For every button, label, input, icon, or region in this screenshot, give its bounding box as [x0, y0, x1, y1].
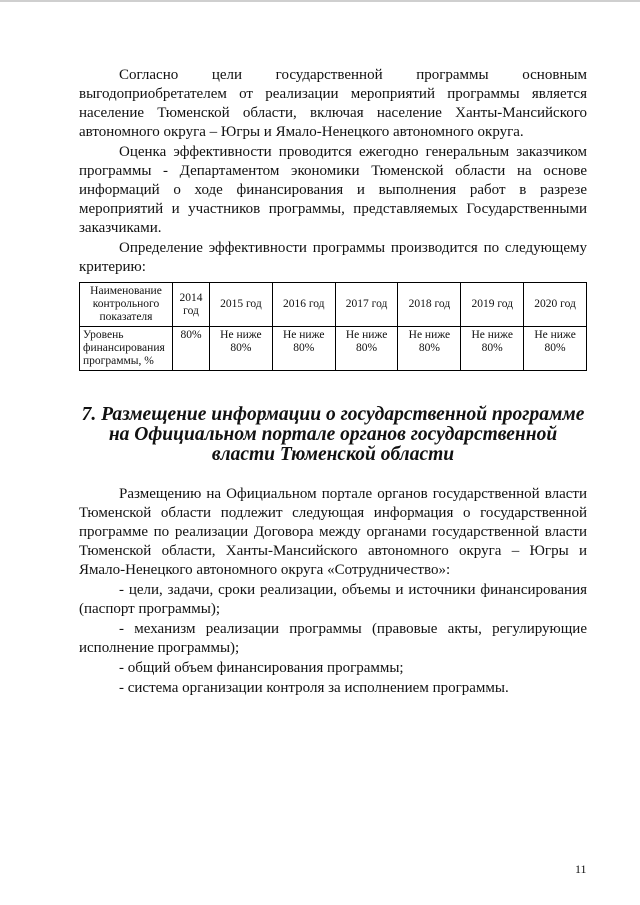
table-cell: Не ниже 80% — [524, 327, 587, 371]
indicator-table — [79, 282, 587, 371]
table-cell: Не ниже 80% — [335, 327, 398, 371]
table-cell: Уровень финансирования программы, % — [80, 327, 173, 371]
document-page — [79, 66, 587, 698]
table-cell: Не ниже 80% — [398, 327, 461, 371]
list-item: - цели, задачи, сроки реализации, объемы и источники финансирования (паспорт программы); — [79, 582, 587, 617]
table-header-row — [80, 283, 587, 327]
table-header-cell: 2017 год — [335, 283, 398, 327]
table-header-cell: 2018 год — [398, 283, 461, 327]
paragraph-beneficiary: Согласно цели государственной программы основным выгодоприобретателем от реализации мероприятий программы является население Тюменской области, включая население Ханты-Мансийского автономного округа – Югры и Ямало-Ненецкого автономного округа. — [79, 67, 587, 140]
table-cell: Не ниже 80% — [210, 327, 273, 371]
table-cell: Не ниже 80% — [272, 327, 335, 371]
top-border-line — [0, 0, 640, 2]
list-item: - общий объем финансирования программы; — [119, 660, 404, 676]
table-header-cell: Наименование контрольного показателя — [80, 283, 173, 327]
table-row — [80, 327, 587, 371]
table-cell: Не ниже 80% — [461, 327, 524, 371]
page-number: 11 — [575, 862, 587, 876]
table-header-cell: 2014 год — [173, 283, 210, 327]
paragraph-criterion: Определение эффективности программы производится по следующему критерию: — [79, 240, 587, 275]
table-header-cell: 2020 год — [524, 283, 587, 327]
paragraph-evaluation: Оценка эффективности проводится ежегодно генеральным заказчиком программы - Департаментом экономики Тюменской области на основе информаций о ходе финансирования и выполнения работ в разрезе мероприятий и участников программы, представляемых Государственными заказчиками. — [79, 144, 587, 236]
list-item: - механизм реализации программы (правовые акты, регулирующие исполнение программы); — [79, 621, 587, 656]
paragraph-section-intro: Размещению на Официальном портале органов государственной власти Тюменской области подлежит следующая информация о государственной программе по реализации Договора между органами государственной власти Тюменской области, Ханты-Мансийского автономного округа – Югры и Ямало-Ненецкого автономного округа «Сотрудничество»: — [79, 486, 587, 578]
section-heading: 7. Размещение информации о государственной программе на Официальном портале органов государственной власти Тюменской области — [81, 404, 585, 465]
table-header-cell: 2019 год — [461, 283, 524, 327]
list-item: - система организации контроля за исполнением программы. — [119, 680, 509, 696]
table-cell: 80% — [173, 327, 210, 371]
table-header-cell: 2015 год — [210, 283, 273, 327]
table-header-cell: 2016 год — [272, 283, 335, 327]
